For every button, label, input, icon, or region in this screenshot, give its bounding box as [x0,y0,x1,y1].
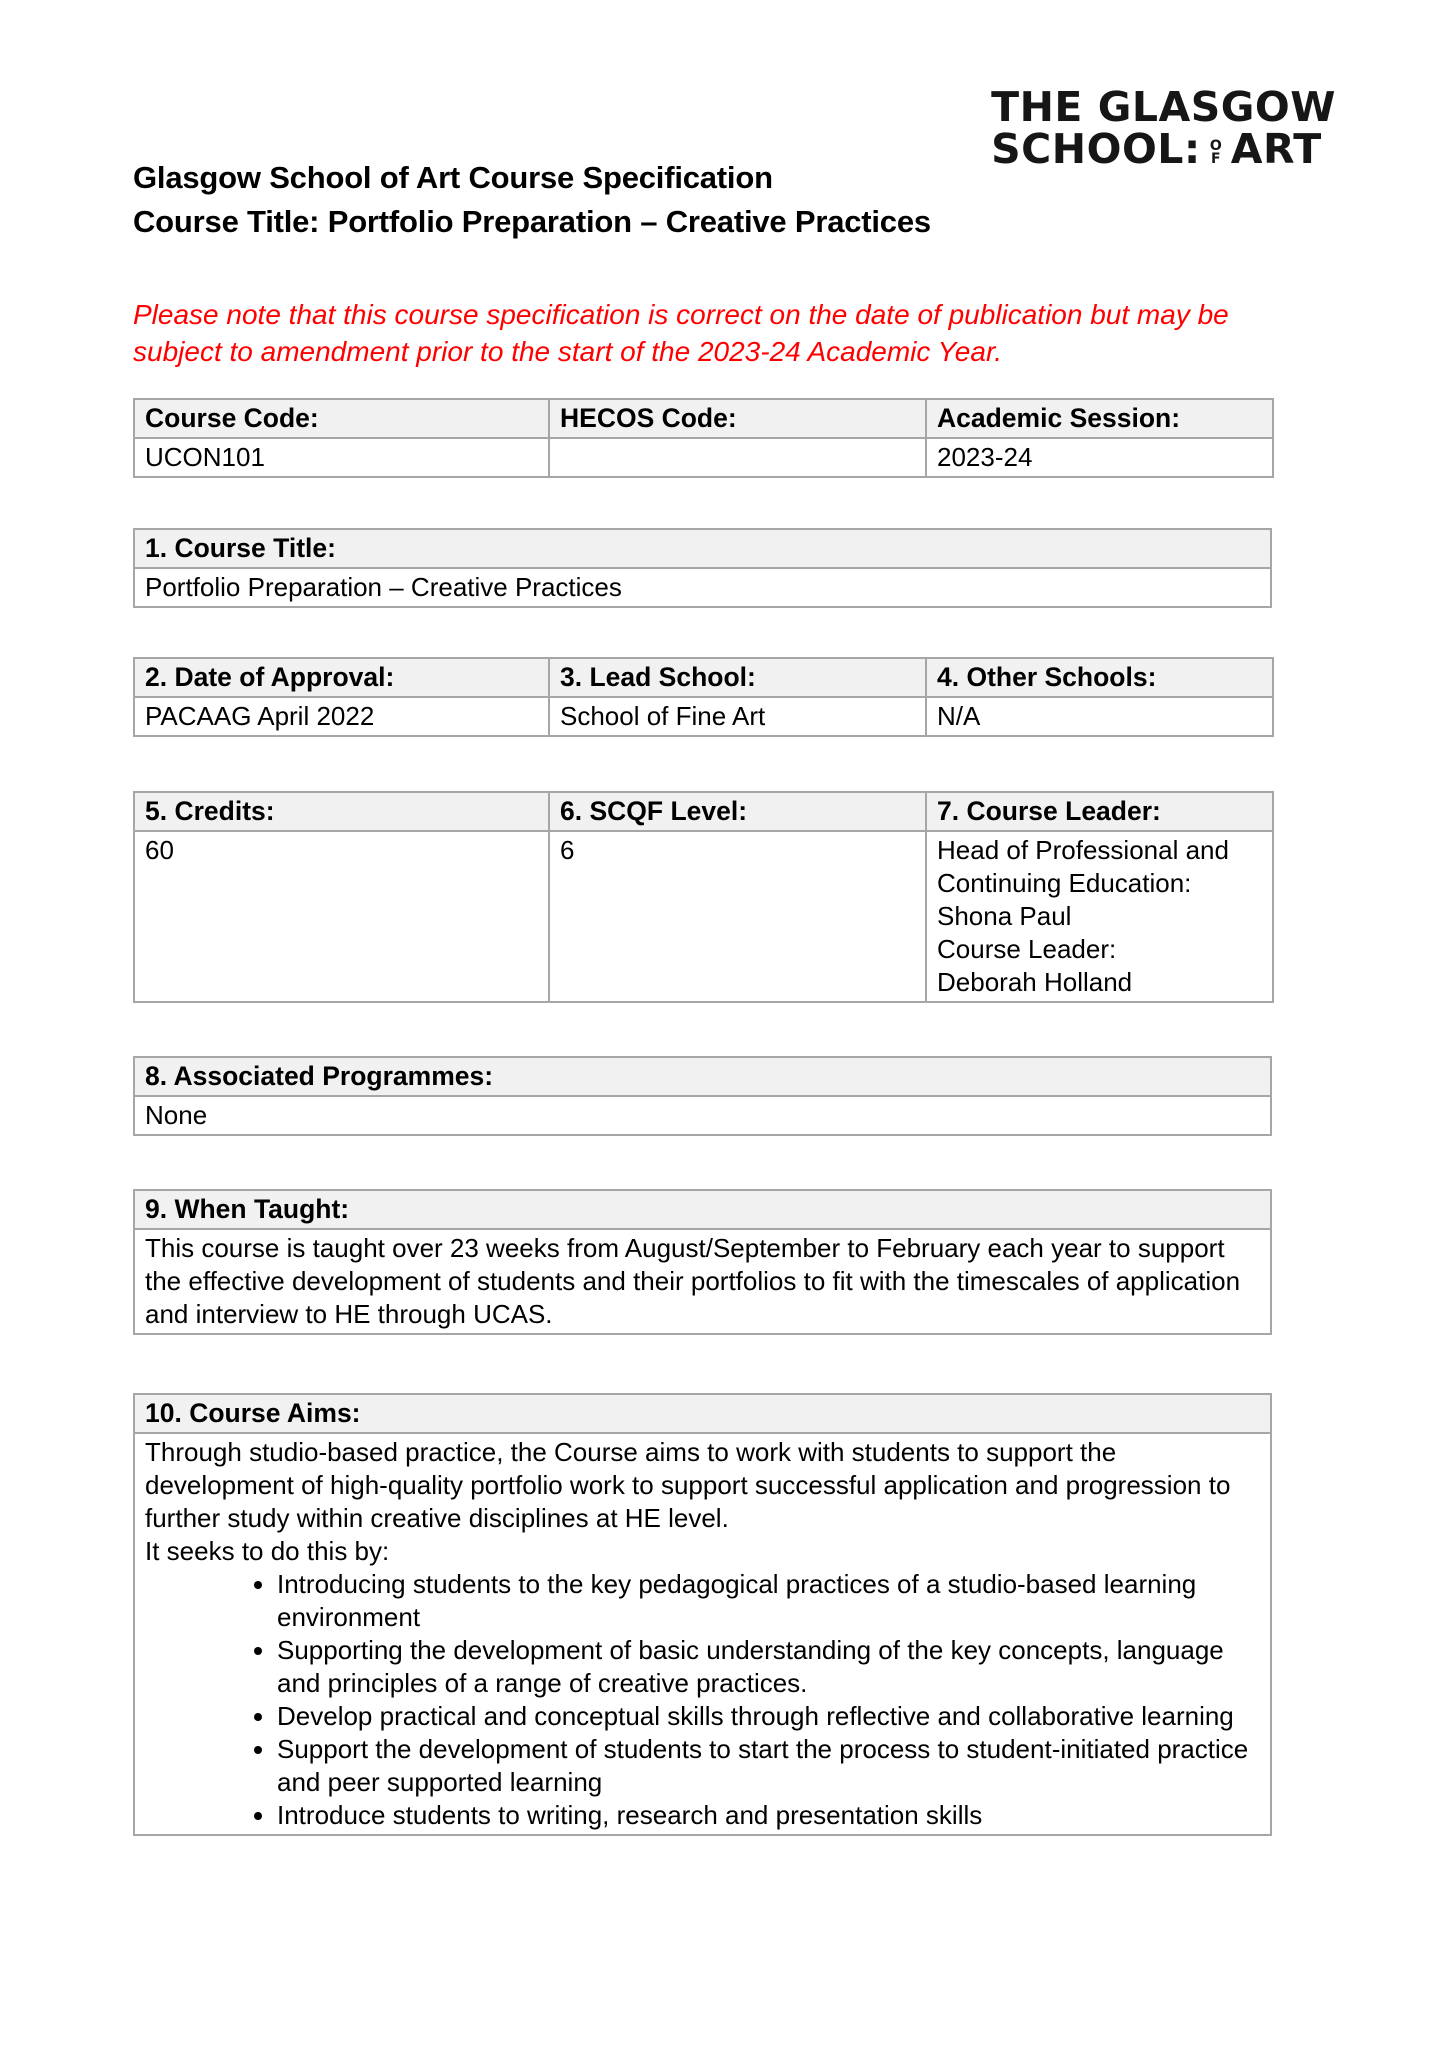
when-taught-value-row [134,1229,1271,1334]
course-aims-header-row [134,1394,1271,1433]
course-title-value: Portfolio Preparation – Creative Practices [134,568,1271,607]
when-taught-table-wrap [133,1189,1272,1335]
page-title [133,156,931,244]
gsa-logo-of-f: F [1210,151,1221,167]
associated-programmes-value: None [134,1096,1271,1135]
course-title-header: 1. Course Title: [134,529,1271,568]
approval-value-row [134,697,1273,736]
academic-session-header: Academic Session: [926,399,1273,438]
gsa-logo-line2 [991,125,1336,173]
academic-session-value: 2023-24 [926,438,1273,477]
lead-school-value: School of Fine Art [549,697,926,736]
publication-notice: Please note that this course specification is correct on the date of publication but may be subject to amendment prior to the start of the 2023-24 Academic Year. [133,299,1229,367]
programmes-table [133,1056,1272,1136]
credits-header: 5. Credits: [134,792,549,831]
credits-value: 60 [134,831,549,1002]
gsa-logo-of-o: O [1209,138,1222,154]
course-code-value: UCON101 [134,438,549,477]
course-title-table-wrap [133,528,1272,608]
course-aims-value-row [134,1433,1271,1835]
when-taught-table [133,1189,1272,1335]
course-leader-role: Head of Professional and Continuing Education: [937,835,1229,898]
info-table [133,398,1274,478]
programmes-table-wrap [133,1056,1272,1136]
course-code-header: Course Code: [134,399,549,438]
course-leader-head-name: Shona Paul [937,901,1072,931]
scqf-level-header: 6. SCQF Level: [549,792,926,831]
course-aims-lead-in: It seeks to do this by: [145,1536,390,1566]
gsa-logo-line1: THE GLASGOW [991,83,1336,131]
credits-header-row [134,792,1273,831]
course-title-table [133,528,1272,608]
page-title-line1: Glasgow School of Art Course Specification [133,160,773,195]
course-aims-bullet: • Introducing students to the key pedagogical practices of a studio-based learning environment [277,1568,1260,1634]
other-schools-header: 4. Other Schools: [926,658,1273,697]
course-aims-bullet: • Develop practical and conceptual skills through reflective and collaborative learning [277,1700,1260,1733]
course-title-header-row [134,529,1271,568]
course-leader-value [926,831,1273,1002]
when-taught-value: This course is taught over 23 weeks from August/September to February each year to support the effective development of students and their portfolios to fit with the timescales of application and interview to HE through UCAS. [134,1229,1271,1334]
gsa-logo-art: ART [1230,125,1322,173]
course-aims-table [133,1393,1272,1836]
course-title-value-row [134,568,1271,607]
hecos-code-header: HECOS Code: [549,399,926,438]
course-aims-bullet: • Introduce students to writing, research and presentation skills [277,1799,1260,1832]
scqf-level-value: 6 [549,831,926,1002]
course-aims-table-wrap [133,1393,1272,1836]
course-leader-header: 7. Course Leader: [926,792,1273,831]
gsa-logo-school: SCHOOL: [991,125,1201,173]
page-title-line2: Course Title: Portfolio Preparation – Creative Practices [133,204,931,239]
course-aims-bullet: • Supporting the development of basic understanding of the key concepts, language and principles of a range of creative practices. [277,1634,1260,1700]
gsa-logo-of [1210,128,1222,166]
course-leader-label: Course Leader: [937,934,1117,964]
credits-value-row [134,831,1273,1002]
course-aims-header: 10. Course Aims: [134,1394,1271,1433]
gsa-logo [991,83,1336,173]
programmes-value-row [134,1096,1271,1135]
course-aims-intro: Through studio-based practice, the Course aims to work with students to support the development of high-quality portfolio work to support successful application and progression to further study within creative disciplines at HE level. [145,1437,1231,1533]
info-table-wrap [133,398,1274,478]
date-of-approval-header: 2. Date of Approval: [134,658,549,697]
course-aims-bullet: • Support the development of students to start the process to student-initiated practice and peer supported learning [277,1733,1260,1799]
course-leader-name: Deborah Holland [937,967,1133,997]
credits-table [133,791,1274,1003]
other-schools-value: N/A [926,697,1273,736]
when-taught-header: 9. When Taught: [134,1190,1271,1229]
associated-programmes-header: 8. Associated Programmes: [134,1057,1271,1096]
course-aims-bullet-list [145,1568,1260,1832]
info-table-header-row [134,399,1273,438]
course-aims-value [134,1433,1271,1835]
date-of-approval-value: PACAAG April 2022 [134,697,549,736]
approval-table [133,657,1274,737]
lead-school-header: 3. Lead School: [549,658,926,697]
info-table-value-row [134,438,1273,477]
approval-table-wrap [133,657,1274,737]
when-taught-header-row [134,1190,1271,1229]
programmes-header-row [134,1057,1271,1096]
hecos-code-value [549,438,926,477]
credits-table-wrap [133,791,1274,1003]
approval-header-row [134,658,1273,697]
